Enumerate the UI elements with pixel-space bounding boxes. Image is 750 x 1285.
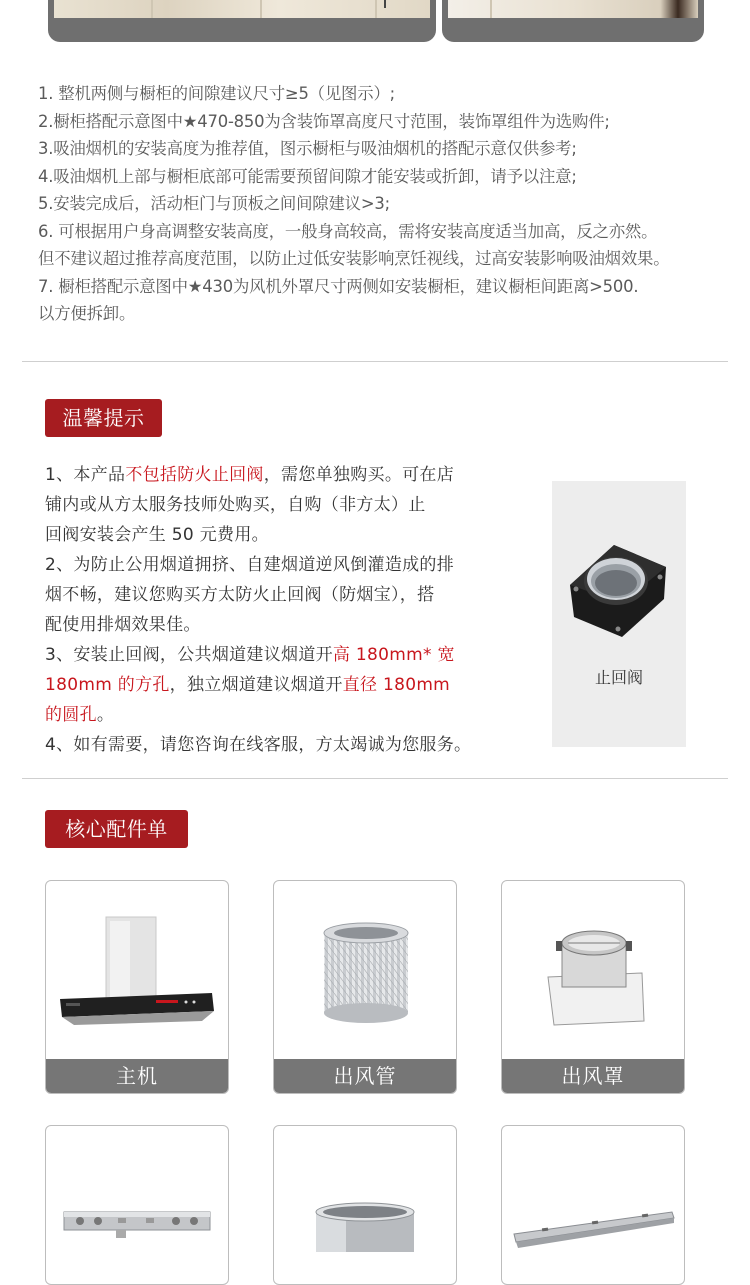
tip-line [45, 460, 515, 490]
section-divider [22, 361, 728, 362]
tip-highlight: 的圆孔 [45, 705, 97, 725]
check-valve-label: 止回阀 [594, 668, 643, 687]
tip-highlight: 不包括防火止回阀 [125, 465, 264, 485]
tip-text: 。 [96, 705, 115, 725]
section-divider [22, 778, 728, 779]
tip-line [45, 700, 515, 730]
part-card-hanging-rail [501, 1125, 685, 1285]
kitchen-cabinet-image-right [442, 0, 704, 42]
tip-text: ，需您单独购买。可在店 [263, 465, 455, 485]
part-card-mounting-bracket [45, 1125, 229, 1285]
tip-line [45, 730, 515, 760]
note-line: 以方便拆卸。 [38, 304, 136, 323]
check-valve-icon [552, 537, 686, 647]
note-line: 但不建议超过推荐高度范围，以防止过低安装影响烹饪视线，过高安装影响吸油烟效果。 [38, 249, 670, 268]
tip-text: 3、安装止回阀，公共烟道建议烟道开 [45, 645, 333, 665]
tip-highlight: 180mm 的方孔 [45, 675, 170, 695]
exhaust-duct-icon [274, 881, 456, 1061]
note-line: 3.吸油烟机的安装高度为推荐值，图示橱柜与吸油烟机的搭配示意仅供参考; [38, 139, 577, 158]
tip-text: ，独立烟道建议烟道开 [169, 675, 343, 695]
tip-text: 配使用排烟效果佳。 [45, 615, 201, 635]
tip-line [45, 610, 515, 640]
top-image-strip [0, 0, 750, 50]
tip-line [45, 520, 515, 550]
parts-title-tag: 核心配件单 [45, 810, 188, 848]
part-card-duct-ring [273, 1125, 457, 1285]
range-hood-icon [46, 881, 228, 1061]
part-card-exhaust-duct [273, 880, 457, 1094]
tip-text: 烟不畅，建议您购买方太防火止回阀（防烟宝），搭 [45, 585, 435, 605]
duct-ring-icon [274, 1126, 456, 1285]
installation-notes [38, 80, 743, 328]
hanging-rail-icon [502, 1126, 684, 1285]
note-line: 5.安装完成后，活动柜门与顶板之间间隙建议>3; [38, 194, 390, 213]
part-card-outlet-cover [501, 880, 685, 1094]
kitchen-cabinet-image-left [48, 0, 436, 42]
tip-line [45, 640, 515, 670]
tip-line [45, 580, 515, 610]
note-line: 6. 可根据用户身高调整安装高度，一般身高较高，需将安装高度适当加高，反之亦然。 [38, 221, 658, 241]
part-label: 主机 [46, 1059, 228, 1093]
part-label: 出风罩 [502, 1059, 684, 1093]
note-line: 1. 整机两侧与橱柜的间隙建议尺寸≥5（见图示）; [38, 84, 395, 103]
tip-line [45, 670, 515, 700]
mounting-bracket-icon [46, 1126, 228, 1285]
note-line: 4.吸油烟机上部与橱柜底部可能需要预留间隙才能安装或折卸，请予以注意; [38, 166, 577, 186]
tip-highlight: 直径 180mm [342, 675, 451, 695]
tips-text [45, 460, 515, 760]
check-valve-card [552, 481, 686, 747]
tip-line [45, 490, 515, 520]
part-card-main-unit [45, 880, 229, 1094]
tip-text: 4、如有需要，请您咨询在线客服，方太竭诚为您服务。 [45, 735, 472, 755]
tip-text: 铺内或从方太服务技师处购买，自购（非方太）止 [45, 495, 426, 515]
note-line: 2.橱柜搭配示意图中★470-850为含装饰罩高度尺寸范围，装饰罩组件为选购件; [38, 111, 610, 131]
tip-highlight: 高 180mm* 宽 [332, 645, 455, 665]
outlet-cover-icon [502, 881, 684, 1061]
tip-line [45, 550, 515, 580]
tip-text: 回阀安装会产生 50 元费用。 [45, 525, 269, 545]
tips-title-tag: 温馨提示 [45, 399, 162, 437]
tip-text: 1、本产品 [45, 465, 126, 485]
tip-text: 2、为防止公用烟道拥挤、自建烟道逆风倒灌造成的排 [45, 555, 455, 575]
note-line: 7. 橱柜搭配示意图中★430为风机外罩尺寸两侧如安装橱柜，建议橱柜间距离>500. [38, 276, 639, 296]
part-label: 出风管 [274, 1059, 456, 1093]
